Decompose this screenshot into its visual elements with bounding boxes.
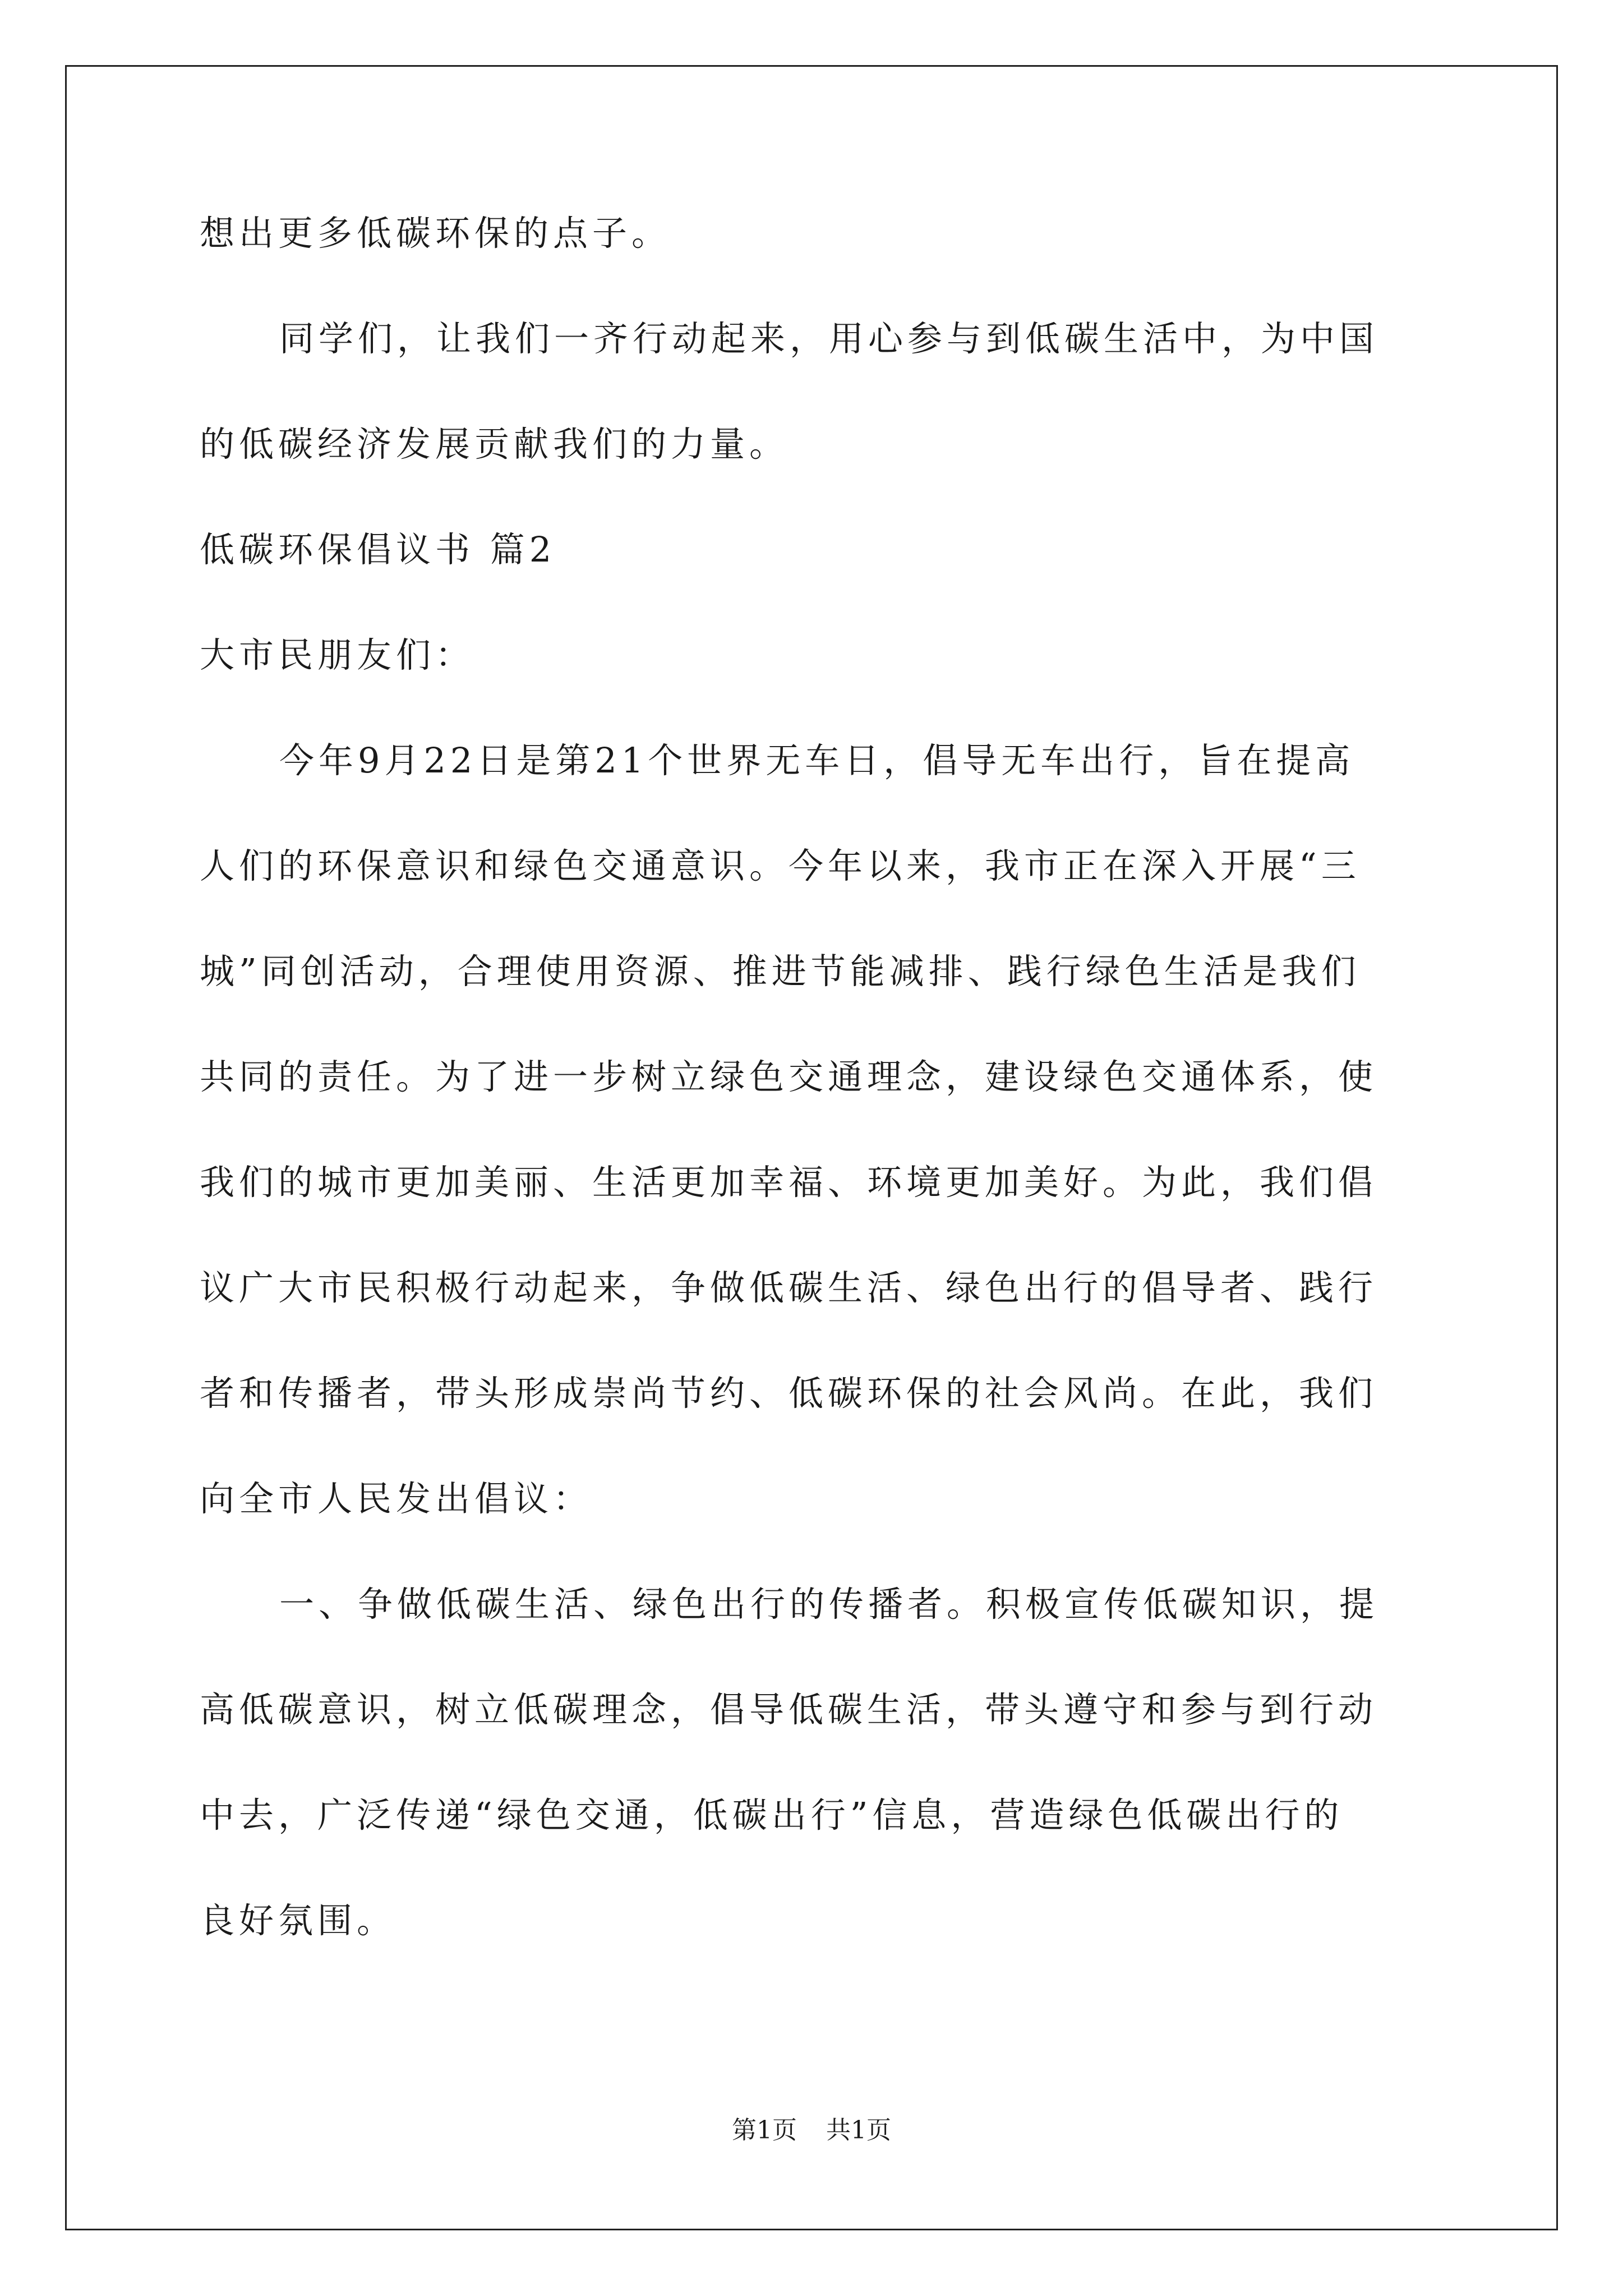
text-line: 议广大市民积极行动起来，争做低碳生活、绿色出行的倡导者、践行 (200, 1267, 1378, 1308)
page-footer (0, 2115, 1623, 2146)
text-line: 想出更多低碳环保的点子。 (200, 213, 671, 254)
text-line: 我们的城市更加美丽、生活更加幸福、环境更加美好。为此，我们倡 (200, 1162, 1378, 1203)
paragraph-start: 一、争做低碳生活、绿色出行的传播者。积极宣传低碳知识，提 (279, 1584, 1379, 1625)
page-number-current: 第1页 (732, 2116, 797, 2145)
document-body (200, 211, 1428, 2004)
paragraph-start: 今年9月22日是第21个世界无车日，倡导无车出行，旨在提高 (279, 740, 1355, 781)
text-line: 的低碳经济发展贡献我们的力量。 (200, 424, 789, 464)
text-line: 者和传播者，带头形成崇尚节约、低碳环保的社会风尚。在此，我们 (200, 1373, 1378, 1414)
text-line: 共同的责任。为了进一步树立绿色交通理念，建设绿色交通体系，使 (200, 1056, 1378, 1097)
salutation: 大市民朋友们： (200, 634, 475, 675)
paragraph-start: 同学们，让我们一齐行动起来，用心参与到低碳生活中，为中国 (279, 318, 1379, 359)
page-number-total: 共1页 (826, 2116, 891, 2145)
text-line: 向全市人民发出倡议： (200, 1478, 593, 1519)
text-line: 人们的环保意识和绿色交通意识。今年以来，我市正在深入开展“三 (200, 845, 1361, 886)
text-line: 高低碳意识，树立低碳理念，倡导低碳生活，带头遵守和参与到行动 (200, 1689, 1378, 1730)
text-line: 良好氛围。 (200, 1900, 396, 1941)
text-line: 城”同创活动，合理使用资源、推进节能减排、践行绿色生活是我们 (200, 951, 1361, 992)
section-heading: 低碳环保倡议书 篇2 (200, 529, 556, 570)
text-line: 中去，广泛传递“绿色交通，低碳出行”信息，营造绿色低碳出行的 (200, 1795, 1344, 1835)
